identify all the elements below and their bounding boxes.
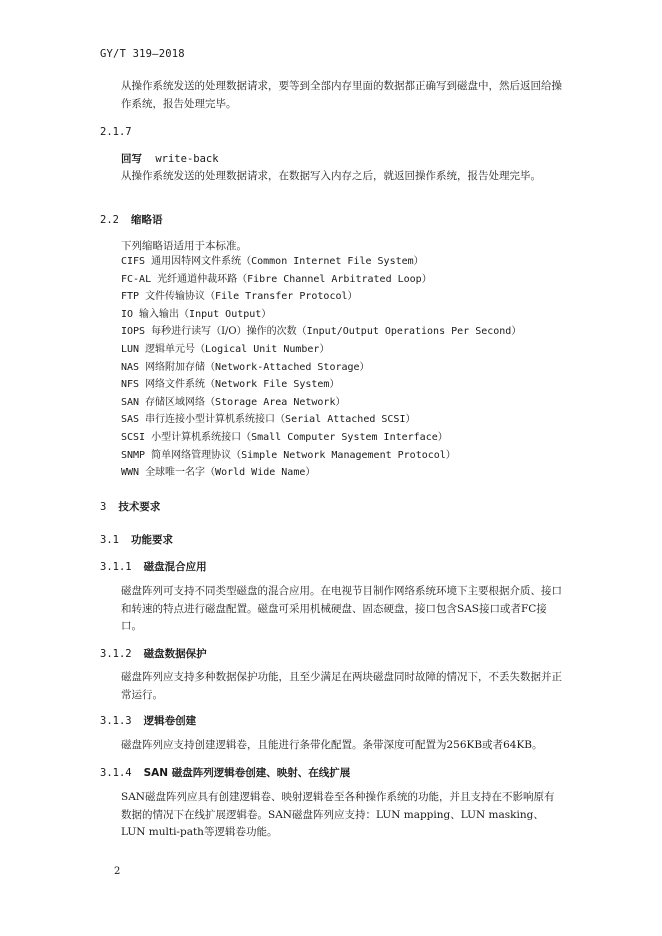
document-code-header: GY/T 319—2018: [100, 48, 185, 60]
abbreviation-item: NAS 网络附加存储（Network-Attached Storage）: [121, 361, 370, 373]
abbreviation-item: SCSI 小型计算机系统接口（Small Computer System Interface）: [121, 431, 448, 443]
abbreviation-item: IOPS 每秒进行读写（I/O）操作的次数（Input/Output Operations Per Second）: [121, 326, 522, 338]
clause-3-1-2-heading: 3.1.2 磁盘数据保护: [100, 648, 207, 660]
paragraph-3-1-3-body: 磁盘阵列应支持创建逻辑卷，且能进行条带化配置。条带深度可配置为256KB或者64KB。: [121, 739, 543, 751]
abbreviation-item: SAN 存储区域网络（Storage Area Network）: [121, 396, 346, 408]
term-cn: 回写: [121, 153, 142, 165]
paragraph-3-1-2-body: 磁盘阵列应支持多种数据保护功能，且至少满足在两块磁盘同时故障的情况下，不丢失数据并正常运行。: [121, 671, 562, 701]
abbreviation-list: [121, 253, 521, 482]
clause-3-1-4-heading: 3.1.4 SAN 磁盘阵列逻辑卷创建、映射、在线扩展: [100, 767, 351, 779]
section-3-1-heading: 3.1 功能要求: [100, 534, 173, 546]
abbreviation-item: IO 输入输出（Input Output）: [121, 308, 272, 320]
clause-2-1-7-number: 2.1.7: [100, 126, 132, 138]
clause-3-1-1-heading: 3.1.1 磁盘混合应用: [100, 561, 207, 573]
term-write-back: [121, 151, 219, 166]
chapter-3-heading: 3 技术要求: [100, 501, 161, 513]
section-2-2-heading: 2.2 缩略语: [100, 214, 163, 226]
abbreviation-item: SAS 串行连接小型计算机系统接口（Serial Attached SCSI）: [121, 414, 416, 426]
paragraph-2-1-7-body: 从操作系统发送的处理数据请求，在数据写入内存之后，就返回操作系统，报告处理完毕。: [121, 170, 541, 182]
abbreviation-item: FC-AL 光纤通道仲裁环路（Fibre Channel Arbitrated Loop）: [121, 273, 432, 285]
abbreviation-item: WWN 全球唯一名字（World Wide Name）: [121, 467, 316, 479]
abbreviation-item: NFS 网络文件系统（Network File System）: [121, 379, 340, 391]
paragraph-3-1-4-body: SAN磁盘阵列应具有创建逻辑卷、映射逻辑卷至各种操作系统的功能，并且支持在不影响原有数据的情况下在线扩展逻辑卷。SAN磁盘阵列应支持：LUN mapping、LUN masking、LUN multi-path等逻辑卷功能。: [121, 791, 555, 838]
abbreviation-item: CIFS 通用因特网文件系统（Common Internet File System）: [121, 256, 424, 267]
page-number: 2: [114, 866, 121, 877]
abbreviation-item: LUN 逻辑单元号（Logical Unit Number）: [121, 343, 330, 355]
paragraph-3-1-1-body: 磁盘阵列可支持不同类型磁盘的混合应用。在电视节目制作网络系统环境下主要根据介质、接口和转速的特点进行磁盘配置。磁盘可采用机械硬盘、固态硬盘，接口包含SAS接口或者FC接口。: [121, 585, 562, 632]
clause-3-1-3-heading: 3.1.3 逻辑卷创建: [100, 715, 197, 727]
term-en: write-back: [155, 153, 219, 165]
paragraph-2-1-6-body: 从操作系统发送的处理数据请求，要等到全部内存里面的数据都正确写到磁盘中，然后返回给操作系统，报告处理完毕。: [121, 80, 562, 110]
abbreviation-item: FTP 文件传输协议（File Transfer Protocol）: [121, 291, 358, 303]
abbreviations-intro: 下列缩略语适用于本标准。: [121, 240, 247, 252]
abbreviation-item: SNMP 简单网络管理协议（Simple Network Management Protocol）: [121, 449, 456, 461]
